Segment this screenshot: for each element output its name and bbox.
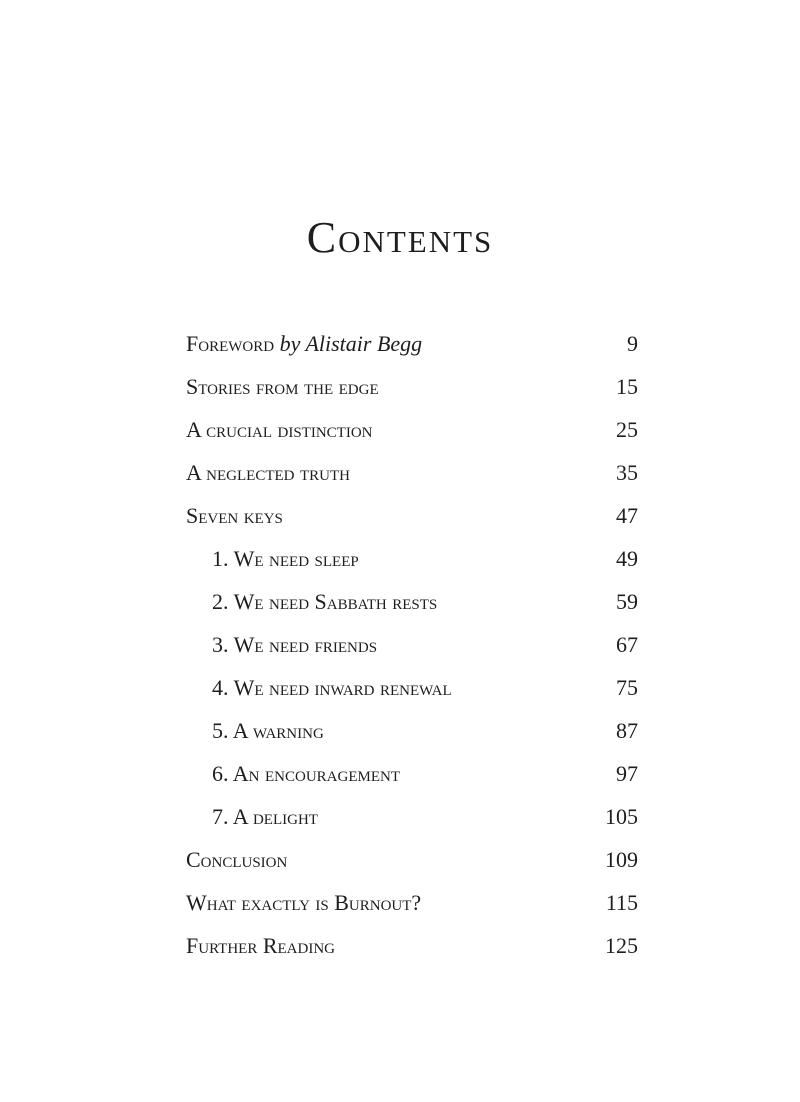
toc-entry-label: 3. We need friends	[212, 632, 378, 657]
toc-entry-label: Further Reading	[186, 933, 335, 958]
toc-page-number: 25	[616, 417, 638, 442]
toc-entry-label: 1. We need sleep	[212, 546, 359, 571]
toc-subentry-inward-renewal[interactable]	[186, 666, 638, 709]
toc-subentry-sleep[interactable]	[186, 537, 638, 580]
toc-page-number: 75	[616, 675, 638, 700]
toc-subentry-delight[interactable]	[186, 795, 638, 838]
toc-entry-label: Seven keys	[186, 503, 283, 528]
toc-subentry-warning[interactable]	[186, 709, 638, 752]
toc-page-number: 97	[616, 761, 638, 786]
toc-entry-burnout[interactable]	[186, 881, 638, 924]
table-of-contents	[186, 322, 638, 967]
toc-page-number: 105	[605, 804, 638, 829]
toc-entry-label: 6. An encouragement	[212, 761, 400, 786]
toc-entry-label: Conclusion	[186, 847, 288, 872]
toc-entry-label: Stories from the edge	[186, 374, 379, 399]
toc-entry-label: 7. A delight	[212, 804, 318, 829]
toc-page-number: 49	[616, 546, 638, 571]
toc-page-number: 109	[605, 847, 638, 872]
toc-page-number: 67	[616, 632, 638, 657]
page-title: Contents	[306, 213, 494, 262]
toc-entry-crucial-distinction[interactable]	[186, 408, 638, 451]
toc-entry-label: A crucial distinction	[186, 417, 373, 442]
toc-page-number: 125	[605, 933, 638, 958]
toc-page-number: 15	[616, 374, 638, 399]
toc-subentry-encouragement[interactable]	[186, 752, 638, 795]
toc-entry-foreword[interactable]	[186, 322, 638, 365]
toc-entry-seven-keys[interactable]	[186, 494, 638, 537]
toc-entry-label: A neglected truth	[186, 460, 350, 485]
toc-page-number: 115	[605, 890, 638, 915]
toc-entry-label: 2. We need Sabbath rests	[212, 589, 438, 614]
toc-entry-label: 4. We need inward renewal	[212, 675, 452, 700]
toc-entry-title: Foreword	[186, 331, 275, 356]
toc-subentry-sabbath-rests[interactable]	[186, 580, 638, 623]
toc-subentry-friends[interactable]	[186, 623, 638, 666]
toc-page-number: 47	[616, 503, 638, 528]
toc-entry-stories[interactable]	[186, 365, 638, 408]
toc-page-number: 59	[616, 589, 638, 614]
toc-page-number: 9	[627, 331, 638, 356]
toc-entry-label	[186, 322, 422, 365]
toc-entry-label: 5. A warning	[212, 718, 324, 743]
toc-entry-author: by Alistair Begg	[279, 331, 423, 356]
toc-entry-neglected-truth[interactable]	[186, 451, 638, 494]
toc-entry-conclusion[interactable]	[186, 838, 638, 881]
toc-page-number: 35	[616, 460, 638, 485]
toc-page-number: 87	[616, 718, 638, 743]
toc-entry-further-reading[interactable]	[186, 924, 638, 967]
toc-entry-label: What exactly is Burnout?	[186, 890, 422, 915]
